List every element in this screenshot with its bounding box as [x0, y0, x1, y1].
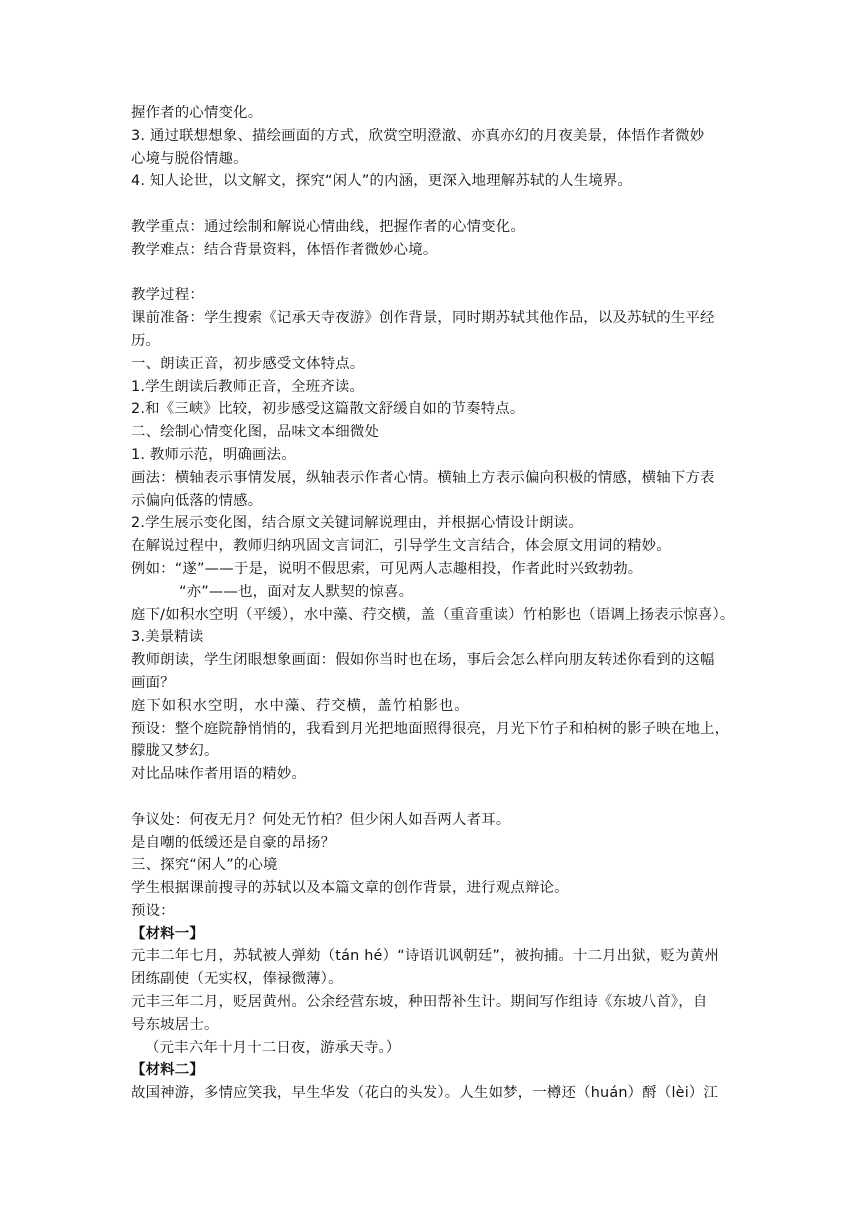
text-line: 对比品味作者用语的精妙。	[131, 766, 307, 783]
text-line: 庭下如积水空明，水中藻、荇交横，盖竹柏影也。	[131, 697, 470, 714]
text-line: 心境与脱俗情趣。	[131, 150, 248, 167]
text-line: 在解说过程中，教师归纳巩固文言词汇，引导学生文言结合，体会原文用词的精妙。	[131, 538, 671, 555]
text-line: 握作者的心情变化。	[131, 105, 263, 121]
text-line: 教学重点：通过绘制和解说心情曲线，把握作者的心情变化。	[131, 218, 525, 235]
blank-line	[131, 193, 743, 216]
text-line: 历。	[131, 332, 161, 349]
text-line: 是自嘲的低缓还是自豪的昂扬？	[131, 834, 336, 851]
blank-line	[131, 262, 743, 285]
text-line: 预设：整个庭院静悄悄的，我看到月光把地面照得很亮，月光下竹子和柏树的影子映在地上，	[131, 720, 730, 737]
text-line: 4. 知人论世，以文解文，探究“闲人”的内涵，更深入地理解苏轼的人生境界。	[131, 173, 633, 190]
text-line: 学生根据课前搜寻的苏轼以及本篇文章的创作背景，进行观点辩论。	[131, 880, 569, 897]
text-line: 团练副使（无实权，俸禄微薄）。	[131, 971, 343, 988]
text-line: （元丰六年十月十二日夜，游承天寺。）	[145, 1039, 401, 1056]
text-line: 故国神游，多情应笑我，早生华发（花白的头发）。人生如梦，一樽还（huán）酹（lèi）江	[131, 1085, 719, 1102]
text-line: 1.学生朗读后教师正音，全班齐读。	[131, 378, 364, 395]
text-line: 【材料二】	[131, 1062, 204, 1079]
text-line: 3. 通过联想想象、描绘画面的方式，欣赏空明澄澈、亦真亦幻的月夜美景，体悟作者微妙	[131, 127, 705, 144]
text-line: 一、朗读正音，初步感受文体特点。	[131, 355, 365, 372]
text-line: 1. 教师示范，明确画法。	[131, 446, 296, 463]
text-line: 三、探究“闲人”的心境	[131, 857, 278, 874]
text-line: 画法：横轴表示事情发展，纵轴表示作者心情。横轴上方表示偏向积极的情感，横轴下方表	[131, 469, 715, 486]
text-line: 预设：	[131, 902, 175, 919]
text-line: 3.美景精读	[131, 629, 204, 646]
text-line: 庭下/如积水空明（平缓），水中藻、荇交横，盖（重音重读）竹柏影也（语调上扬表示惊喜）。	[131, 606, 735, 623]
text-line: 号东坡居士。	[131, 1016, 219, 1033]
text-line: 教师朗读，学生闭眼想象画面：假如你当时也在场，事后会怎么样向朋友转述你看到的这幅	[131, 652, 715, 669]
text-line: 画面？	[131, 674, 175, 691]
text-line: 二、绘制心情变化图，品味文本细微处	[131, 424, 380, 441]
text-line: “亦”——也，面对友人默契的惊喜。	[179, 583, 414, 600]
text-line: 2.和《三峡》比较，初步感受这篇散文舒缓自如的节奏特点。	[131, 401, 525, 418]
text-line: 朦胧又梦幻。	[131, 743, 219, 760]
text-line: 争议处：何夜无月？何处无竹柏？但少闲人如吾两人者耳。	[131, 811, 511, 828]
document-body	[131, 102, 743, 1105]
blank-line	[131, 786, 743, 809]
text-line: 2.学生展示变化图，结合原文关键词解说理由，并根据心情设计朗读。	[131, 515, 583, 532]
text-line: 课前准备：学生搜索《记承天寺夜游》创作背景，同时期苏轼其他作品，以及苏轼的生平经	[131, 310, 715, 327]
text-line: 教学难点：结合背景资料，体悟作者微妙心境。	[131, 241, 438, 258]
text-line: 示偏向低落的情感。	[131, 492, 263, 509]
text-line: 元丰三年二月，贬居黄州。公余经营东坡，种田帮补生计。期间写作组诗《东坡八首》，自	[131, 994, 708, 1011]
text-line: 教学过程：	[131, 287, 204, 304]
text-line: 元丰二年七月，苏轼被人弹劾（tán hé）“诗语讥讽朝廷”，被拘捕。十二月出狱，贬为黄州	[131, 948, 719, 965]
text-line: 【材料一】	[131, 925, 204, 942]
text-line: 例如：“遂”——于是，说明不假思索，可见两人志趣相投，作者此时兴致勃勃。	[131, 560, 643, 577]
